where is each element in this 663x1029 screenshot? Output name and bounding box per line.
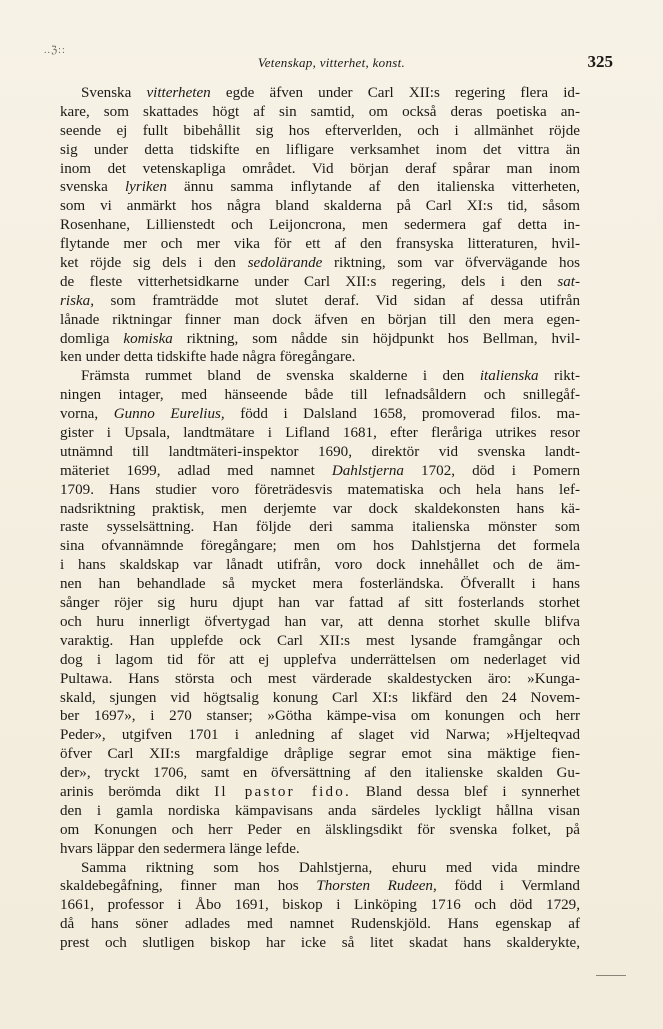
text-segment: nen han behandlade så mycket mera fosterländska. Öfverallt i hans bbox=[60, 576, 580, 593]
text-segment: domliga bbox=[60, 330, 124, 347]
text-segment: egde äfven under Carl XII:s regering flera id- bbox=[210, 85, 580, 101]
text-line bbox=[60, 651, 580, 670]
text-line bbox=[60, 594, 580, 613]
text-line bbox=[60, 764, 580, 783]
text-line bbox=[60, 896, 580, 915]
text-line bbox=[60, 670, 580, 689]
text-line bbox=[60, 518, 580, 537]
text-line bbox=[60, 481, 580, 500]
text-segment: vitterheten bbox=[146, 85, 211, 101]
text-segment: och huru innerligt öfvertygad han var, att denna storhet skulle blifva bbox=[60, 613, 580, 630]
text-segment: sånger röjer sig huru djupt han var fattad af sitt fosterlands storhet bbox=[60, 595, 580, 612]
text-line bbox=[60, 178, 580, 197]
text-segment: inom det vetenskapliga området. Vid början deraf spårar man inom bbox=[60, 160, 580, 177]
text-segment: ber 1697», i 270 stanser; »Götha kämpe-visa om konungen och herr bbox=[60, 708, 580, 725]
text-line bbox=[60, 783, 580, 802]
text-segment: nadsriktning praktisk, men derjemte var dock skaldekonsten hans kä- bbox=[60, 500, 580, 517]
text-segment: 1709. Hans studier voro företrädesvis matematiska och hela hans lef- bbox=[60, 481, 580, 498]
text-segment: skald, sjungen vid högtsalig konung Carl XI:s likfärd den 24 Novem- bbox=[60, 689, 580, 706]
text-segment: Peder», utgifven 1701 i anledning af slaget vid Narwa; »Hjelteqvad bbox=[60, 727, 580, 744]
text-segment: i hans skaldskap var lånadt utifrån, voro dock innehållet och de äm- bbox=[60, 557, 580, 574]
text-segment: Svenska bbox=[81, 85, 147, 101]
text-segment: sedolärande bbox=[247, 255, 323, 272]
text-segment: Thorsten Rudeen, bbox=[316, 878, 437, 895]
text-line bbox=[60, 254, 580, 273]
text-line bbox=[60, 500, 580, 519]
text-line bbox=[60, 802, 580, 821]
ornament-mark: ..ℨ:: bbox=[44, 45, 66, 56]
page-number: 325 bbox=[587, 52, 613, 71]
text-segment: varaktig. Han upplefde ock Carl XII:s mest lysande framgångar och bbox=[60, 632, 580, 649]
text-segment: ket röjde sig dels i den bbox=[60, 255, 248, 272]
text-segment: de fleste vitterhetsidkarne under Carl XII:s regering, dels i den bbox=[60, 273, 558, 290]
text-segment: riktning, som nådde sin höjdpunkt hos Bellman, hvil- bbox=[172, 330, 580, 347]
text-line bbox=[60, 632, 580, 651]
text-line bbox=[60, 197, 580, 216]
text-line bbox=[60, 386, 580, 405]
text-line bbox=[60, 575, 580, 594]
text-segment: född i Dalsland 1658, promoverad filos. ma- bbox=[224, 406, 580, 423]
text-segment: hvars läppar den sedermera länge lefde. bbox=[60, 840, 300, 857]
text-segment: den i gamla nordiska kämpavisans anda särdeles lyckligt hållna visan bbox=[60, 802, 580, 819]
text-line bbox=[60, 160, 580, 179]
text-line bbox=[60, 745, 580, 764]
text-segment: vorna, bbox=[60, 406, 114, 423]
text-line bbox=[60, 367, 580, 386]
text-segment: seende ej fullt bibehållit sig hos efterverlden, och i allmänhet röjde bbox=[60, 122, 580, 139]
text-line bbox=[60, 877, 580, 896]
text-line bbox=[60, 122, 580, 141]
text-segment: der», tryckt 1706, samt en öfversättning af den italienske skalden Gu- bbox=[60, 765, 580, 782]
text-segment: Rosenhane, Lillienstedt och Leijoncrona, men sedermera gaf detta in- bbox=[60, 217, 580, 234]
text-segment: riska, bbox=[60, 292, 94, 309]
text-line bbox=[60, 348, 580, 367]
text-line bbox=[60, 821, 580, 840]
text-line bbox=[60, 537, 580, 556]
text-segment: lyriken bbox=[124, 179, 167, 196]
text-segment: rikt- bbox=[538, 368, 580, 385]
text-segment: då hans söner adlades med namnet Rudenskjöld. Hans egenskap af bbox=[60, 916, 580, 933]
text-segment: kare, som skattades högt af sin samtid, om också deras poetiska an- bbox=[60, 103, 580, 120]
text-line bbox=[60, 707, 580, 726]
text-segment: raste sysselsättning. Han följde deri samma italienska mönster som bbox=[60, 519, 580, 536]
text-segment: utnämnd till landtmäteri-inspektor 1690, direktör vid svenska landt- bbox=[60, 443, 580, 460]
text-line bbox=[60, 726, 580, 745]
text-line bbox=[60, 613, 580, 632]
text-segment: Pultawa. Hans största och mest värderade skaldestycken äro: »Kunga- bbox=[60, 670, 580, 687]
text-line bbox=[60, 556, 580, 575]
text-segment: Bland dessa blef i synnerhet bbox=[350, 783, 580, 800]
text-segment: ken under detta tidskifte hade några föregångare. bbox=[60, 349, 356, 366]
text-segment: öfver Carl XII:s margfaldige dråplige segrar emot sina mäktige fien- bbox=[60, 746, 580, 763]
text-segment: komiska bbox=[123, 330, 173, 347]
text-line bbox=[60, 462, 580, 481]
text-segment: Dahlstjerna bbox=[331, 462, 404, 479]
text-line bbox=[60, 311, 580, 330]
text-segment: 1702, död i Pomern bbox=[403, 462, 581, 479]
text-segment: som framträdde mot slutet deraf. Vid sidan af dessa utifrån bbox=[93, 292, 580, 309]
text-segment: lånade riktningar finner man dock äfven en början till den mera egen- bbox=[60, 311, 580, 328]
text-line bbox=[60, 934, 580, 953]
footer-rule bbox=[596, 975, 626, 976]
text-line bbox=[60, 689, 580, 708]
text-line bbox=[60, 235, 580, 254]
text-line bbox=[60, 141, 580, 160]
text-segment: sig under detta tidskifte en lifligare verksamhet inom det vittra än bbox=[60, 141, 580, 158]
text-line bbox=[60, 84, 580, 103]
text-line bbox=[60, 424, 580, 443]
text-segment: som vi anmärkt hos några bland skalderna på Carl XI:s tid, såsom bbox=[60, 198, 580, 215]
text-segment: arinis berömda dikt bbox=[60, 783, 215, 800]
text-line bbox=[60, 859, 580, 878]
text-line bbox=[60, 915, 580, 934]
text-line bbox=[60, 405, 580, 424]
text-segment: skaldebegåfning, finner man hos bbox=[60, 878, 317, 895]
text-segment: 1661, professor i Åbo 1691, biskop i Linköping 1716 och död 1729, bbox=[60, 897, 580, 914]
text-line bbox=[60, 443, 580, 462]
text-line bbox=[60, 292, 580, 311]
text-line bbox=[60, 216, 580, 235]
running-title: Vetenskap, vitterhet, konst. bbox=[257, 55, 406, 70]
text-segment: född i Vermland bbox=[436, 878, 580, 895]
text-segment: Främsta rummet bland de svenska skalderne i den bbox=[81, 368, 480, 385]
text-segment: mäteriet 1699, adlad med namnet bbox=[60, 462, 332, 479]
text-segment: italienska bbox=[479, 368, 539, 385]
text-segment: sina ofvannämnde föregångare; men om hos Dahlstjerna det formela bbox=[60, 538, 580, 555]
text-segment: ningen intager, med hänseende både till lefnadsåldern och snillegåf- bbox=[60, 387, 580, 404]
text-segment: Samma riktning som hos Dahlstjerna, ehuru med vida mindre bbox=[81, 859, 580, 876]
text-line bbox=[60, 273, 580, 292]
text-line bbox=[60, 330, 580, 349]
text-line bbox=[60, 103, 580, 122]
text-line bbox=[60, 840, 580, 859]
body-text bbox=[60, 84, 580, 953]
text-segment: sat- bbox=[557, 273, 580, 290]
text-segment: svenska bbox=[60, 179, 125, 196]
text-segment: prest och slutligen biskop har icke så litet skadat hans skalderykte, bbox=[60, 935, 580, 952]
text-segment: om Konungen och herr Peder en älsklingsdikt för svenska folket, på bbox=[60, 821, 580, 838]
text-segment: Gunno Eurelius, bbox=[113, 406, 225, 423]
text-segment: dog i lagom tid för att ej upplefva underrättelsen om nederlaget vid bbox=[60, 651, 580, 668]
text-segment: flytande mer och mer vika för ett af den fransyska litteraturen, hvil- bbox=[60, 236, 580, 253]
text-segment: Il pastor fido. bbox=[214, 783, 351, 800]
text-segment: gister i Upsala, landtmätare i Lifland 1681, efter fleråriga utrikes resor bbox=[60, 425, 580, 442]
text-segment: riktning, som var öfvervägande hos bbox=[322, 255, 581, 272]
text-segment: ännu samma inflytande af den italienska vitterheten, bbox=[166, 179, 581, 196]
